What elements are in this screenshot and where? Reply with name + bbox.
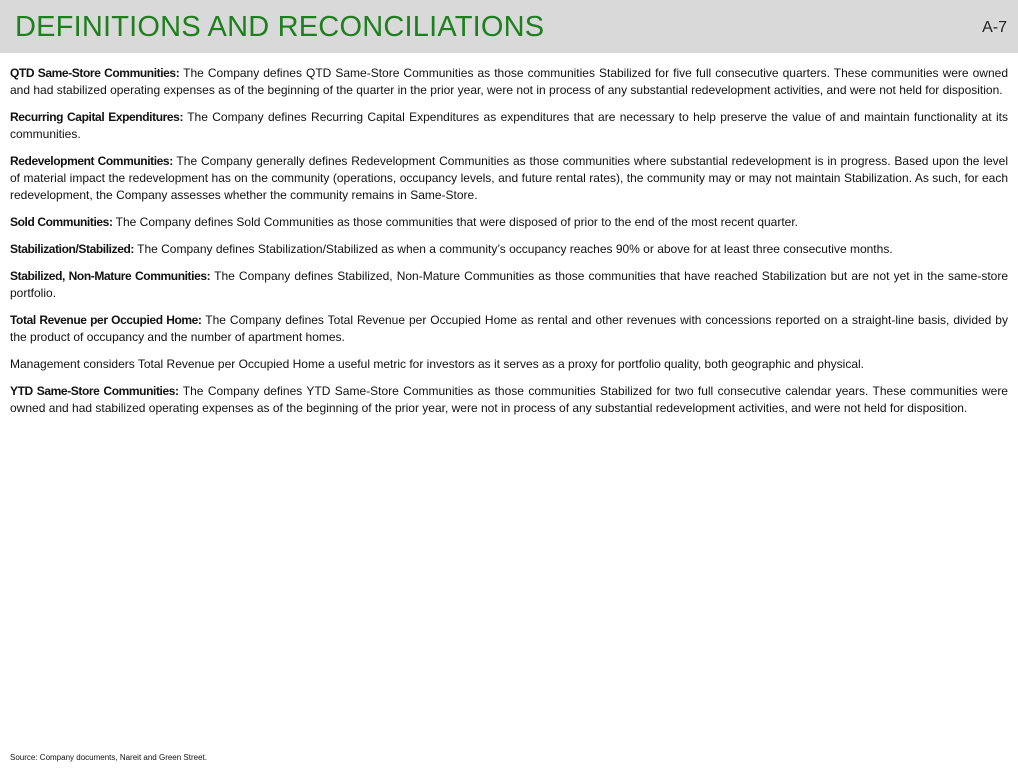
definition-text: The Company defines QTD Same-Store Communities as those communities Stabilized for five full consecutive quarters. These communities were owned and had stabilized operating expenses as of the beginning of the quarter in the prior year, were not in process of any substantial redevelopment activities, and were not held for disposition. — [10, 66, 1008, 97]
definition-text: The Company defines Stabilization/Stabilized as when a community’s occupancy reaches 90% or above for at least three consecutive months. — [134, 242, 893, 256]
definition-term: QTD Same-Store Communities: — [10, 66, 180, 80]
definition-recurring-capex — [10, 109, 1008, 143]
definition-term: Sold Communities: — [10, 215, 113, 229]
definition-text: The Company defines Total Revenue per Occupied Home as rental and other revenues with concessions reported on a straight-line basis, divided by the product of occupancy and the number of apartment homes. — [10, 313, 1008, 344]
definition-text: The Company defines Sold Communities as those communities that were disposed of prior to the end of the most recent quarter. — [112, 215, 799, 229]
management-note — [10, 356, 1008, 373]
definition-text: The Company defines YTD Same-Store Communities as those communities Stabilized for two full consecutive calendar years. These communities were owned and had stabilized operating expenses as of the beginning of the prior year, were not in process of any substantial redevelopment activities, and were not held for disposition. — [10, 384, 1008, 415]
definition-text: The Company generally defines Redevelopment Communities as those communities where substantial redevelopment is in progress. Based upon the level of material impact the redevelopment has on the community (operations, occupancy levels, and future rental rates), the community may or may not maintain Stabilization. As such, for each redevelopment, the Company assesses whether the community remains in Same-Store. — [10, 154, 1009, 202]
definition-text: Management considers Total Revenue per Occupied Home a useful metric for investors as it serves as a proxy for portfolio quality, both geographic and physical. — [10, 357, 864, 371]
definition-term: Stabilized, Non-Mature Communities: — [10, 269, 211, 283]
header-bar — [0, 0, 1018, 53]
definition-text: The Company defines Stabilized, Non-Mature Communities as those communities that have reached Stabilization but are not yet in the same-store portfolio. — [10, 269, 1008, 300]
definition-total-revenue-per-home — [10, 312, 1008, 346]
definition-redevelopment — [10, 153, 1008, 204]
definition-term: Redevelopment Communities: — [10, 154, 173, 168]
definition-term: Total Revenue per Occupied Home: — [10, 313, 202, 327]
definition-term: YTD Same-Store Communities: — [10, 384, 179, 398]
page-title: DEFINITIONS AND RECONCILIATIONS — [15, 11, 545, 43]
definition-stabilized-non-mature — [10, 268, 1008, 302]
definition-qtd-same-store — [10, 65, 1008, 99]
definition-ytd-same-store — [10, 383, 1008, 417]
definition-term: Stabilization/Stabilized: — [10, 242, 135, 256]
definition-sold-communities — [10, 214, 1008, 231]
definitions-list — [10, 65, 1008, 427]
definition-term: Recurring Capital Expenditures: — [10, 110, 184, 124]
source-note: Source: Company documents, Nareit and Green Street. — [10, 753, 207, 762]
definition-text: The Company defines Recurring Capital Expenditures as expenditures that are necessary to help preserve the value of and maintain functionality at its communities. — [10, 110, 1008, 141]
page-number: A-7 — [982, 19, 1007, 36]
definition-stabilization — [10, 241, 1008, 258]
